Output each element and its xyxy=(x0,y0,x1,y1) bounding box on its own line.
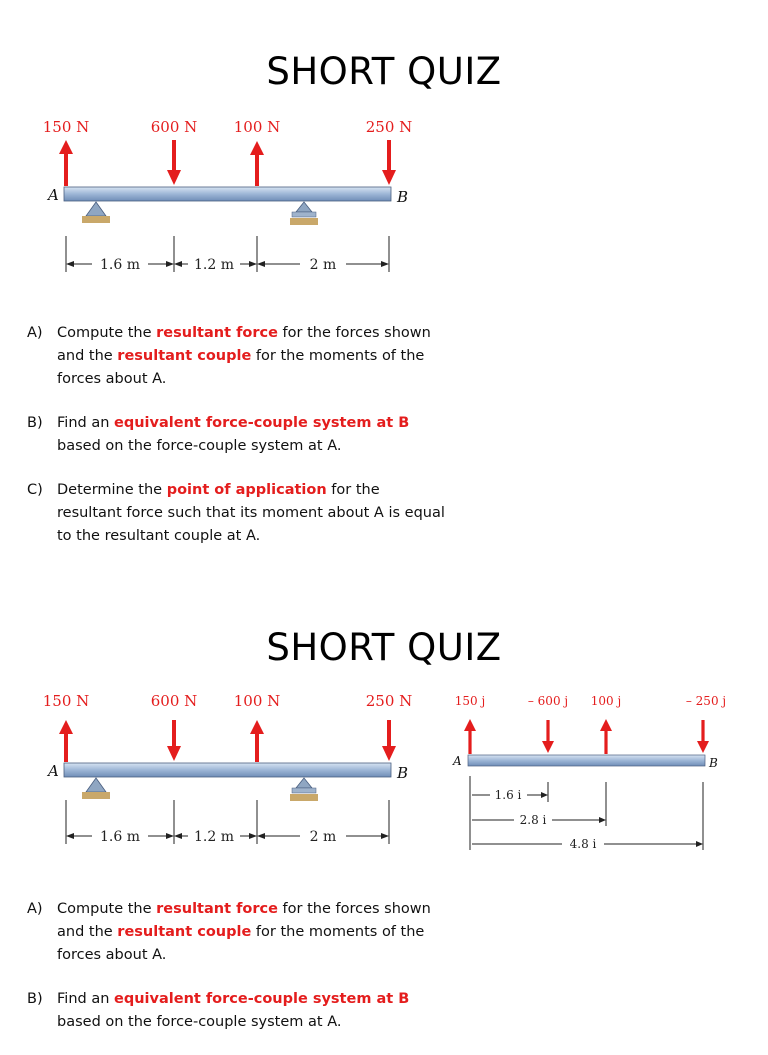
question-b xyxy=(27,412,447,458)
end-label-a: A xyxy=(48,186,59,204)
dim-label-2: 1.2 m xyxy=(194,829,234,845)
vector-beam xyxy=(468,755,705,766)
question-text: for the moments of the forces about A. xyxy=(57,924,425,963)
force-arrow-up-100 xyxy=(250,720,264,762)
dim-label-3: 2 m xyxy=(309,829,337,845)
question-label: B) xyxy=(27,991,43,1007)
beam xyxy=(64,187,391,201)
beam-diagram xyxy=(0,0,768,300)
slide-title: SHORT QUIZ xyxy=(266,626,502,669)
force-label-600: 600 N xyxy=(150,692,198,710)
question-label: A) xyxy=(27,325,43,341)
highlight-text: resultant couple xyxy=(117,348,252,364)
vector-arrow-down-4 xyxy=(697,720,709,753)
question-a xyxy=(27,322,447,391)
highlight-text: equivalent force-couple system at B xyxy=(114,415,410,431)
end-label-a: A xyxy=(48,762,59,780)
beam-diagram xyxy=(0,588,768,878)
question-b xyxy=(27,988,447,1034)
vector-force-label-1: 150 j xyxy=(454,694,486,708)
question-c xyxy=(27,479,447,548)
force-arrow-up-a xyxy=(59,720,73,762)
question-label: A) xyxy=(27,901,43,917)
force-arrow-down-600 xyxy=(167,140,181,185)
question-text: Compute the xyxy=(57,901,157,917)
question-a xyxy=(27,898,447,967)
quiz-slide-2 xyxy=(0,588,768,1030)
vector-arrow-up-1 xyxy=(464,719,476,754)
vector-end-label-b: B xyxy=(709,756,718,770)
vector-dim-label-1: 1.6 i xyxy=(494,788,522,802)
force-arrow-down-250 xyxy=(382,140,396,185)
vector-force-label-4: – 250 j xyxy=(685,694,727,708)
roller-support xyxy=(290,202,318,225)
question-list xyxy=(27,322,447,569)
force-label-250: 250 N xyxy=(365,692,413,710)
highlight-text: resultant force xyxy=(156,901,278,917)
force-label-250: 250 N xyxy=(365,118,413,136)
dim-label-2: 1.2 m xyxy=(194,257,234,273)
highlight-text: resultant couple xyxy=(117,924,252,940)
slide-title: SHORT QUIZ xyxy=(266,50,502,93)
dim-label-3: 2 m xyxy=(309,257,337,273)
force-arrow-up-100 xyxy=(250,141,264,186)
dim-label-1: 1.6 m xyxy=(100,829,140,845)
question-text: Find an xyxy=(57,991,115,1007)
beam xyxy=(64,763,391,777)
vector-force-label-2: – 600 j xyxy=(527,694,569,708)
vector-dim-label-3: 4.8 i xyxy=(569,837,597,851)
question-text: for the forces shown and the xyxy=(57,325,431,364)
force-label-100: 100 N xyxy=(233,692,281,710)
question-text: based on the force-couple system at A. xyxy=(57,1014,342,1030)
roller-support xyxy=(290,778,318,801)
force-label-150: 150 N xyxy=(42,692,90,710)
vector-dim-label-2: 2.8 i xyxy=(519,813,547,827)
force-label-100: 100 N xyxy=(233,118,281,136)
question-label: C) xyxy=(27,482,43,498)
question-text: for the moments of the forces about A. xyxy=(57,348,425,387)
force-arrow-down-600 xyxy=(167,720,181,761)
vector-arrow-up-3 xyxy=(600,719,612,754)
force-label-150: 150 N xyxy=(42,118,90,136)
highlight-text: resultant force xyxy=(156,325,278,341)
vector-end-label-a: A xyxy=(453,754,462,768)
question-text: Determine the xyxy=(57,482,167,498)
end-label-b: B xyxy=(397,764,409,782)
end-label-b: B xyxy=(397,188,409,206)
vector-force-label-3: 100 j xyxy=(590,694,622,708)
force-label-600: 600 N xyxy=(150,118,198,136)
pin-support xyxy=(82,202,110,223)
highlight-text: point of application xyxy=(166,482,327,498)
question-text: for the forces shown and the xyxy=(57,901,431,940)
question-text: Find an xyxy=(57,415,115,431)
dim-label-1: 1.6 m xyxy=(100,257,140,273)
vector-arrow-down-2 xyxy=(542,720,554,753)
highlight-text: equivalent force-couple system at B xyxy=(114,991,410,1007)
question-text: Compute the xyxy=(57,325,157,341)
question-text: based on the force-couple system at A. xyxy=(57,438,342,454)
question-list xyxy=(27,898,447,1055)
force-arrow-up-a xyxy=(59,140,73,186)
force-arrow-down-250 xyxy=(382,720,396,761)
vector-beam-diagram xyxy=(452,694,726,851)
question-text: for the resultant force such that its moment about A is equal to the resultant couple at A. xyxy=(57,482,445,544)
question-label: B) xyxy=(27,415,43,431)
pin-support xyxy=(82,778,110,799)
